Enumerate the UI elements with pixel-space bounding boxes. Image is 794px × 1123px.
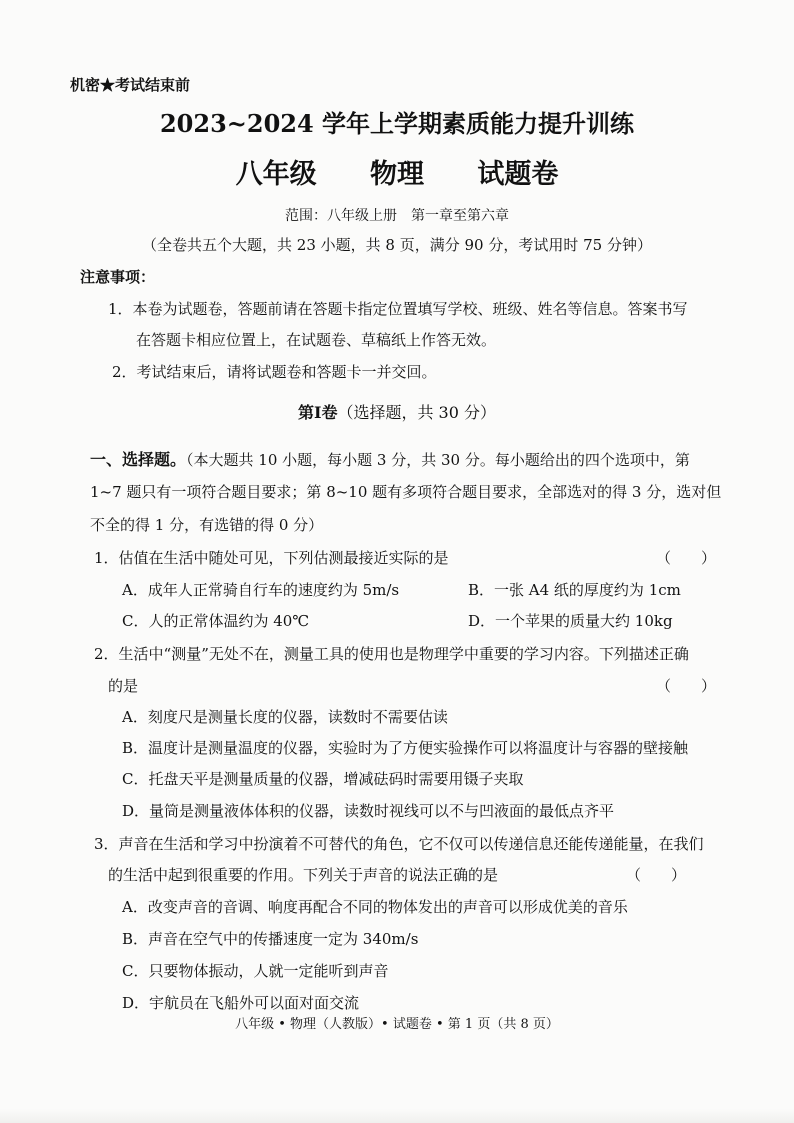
confidential-label: 机密★考试结束前 — [70, 76, 191, 94]
exam-title: 2023~2024 学年上学期素质能力提升训练 — [159, 109, 635, 138]
section-title — [0, 400, 794, 423]
notice-item-2: 2．考试结束后，请将试题卷和答题卡一并交回。 — [112, 363, 437, 381]
notice-item-1-cont: 在答题卡相应位置上，在试题卷、草稿纸上作答无效。 — [136, 331, 497, 349]
scan-edge-shading — [0, 1109, 794, 1123]
q3-stem-2: 的生活中起到很重要的作用。下列关于声音的说法正确的是 — [108, 866, 499, 884]
exam-scope: 范围：八年级上册 第一章至第六章 — [285, 208, 509, 224]
q1-option-d: D．一个苹果的质量大约 10kg — [468, 612, 673, 630]
q3-option-a: A．改变声音的音调、响度再配合不同的物体发出的声音可以形成优美的音乐 — [122, 898, 628, 916]
q2-answer-paren: （ ） — [656, 677, 717, 695]
q1-option-c: C．人的正常体温约为 40℃ — [122, 612, 310, 630]
q2-option-a: A．刻度尺是测量长度的仪器，读数时不需要估读 — [122, 708, 448, 726]
q2-option-b: B．温度计是测量温度的仪器，实验时为了方便实验操作可以将温度计与容器的壁接触 — [122, 739, 689, 757]
exam-info: （全卷共五个大题，共 23 小题，共 8 页，满分 90 分，考试用时 75 分钟） — [142, 236, 652, 254]
q3-option-b: B．声音在空气中的传播速度一定为 340m/s — [122, 930, 419, 948]
notice-heading: 注意事项： — [80, 268, 156, 286]
q3-option-d: D．宇航员在飞船外可以面对面交流 — [122, 994, 360, 1012]
exam-subtitle — [0, 152, 794, 191]
section-label: 第Ⅰ卷 — [297, 403, 338, 422]
part1-desc-3: 不全的得 1 分，有选错的得 0 分） — [90, 516, 324, 534]
q1-stem: 1．估值在生活中随处可见，下列估测最接近实际的是 — [94, 549, 449, 567]
q1-option-b: B．一张 A4 纸的厚度约为 1cm — [468, 581, 681, 599]
q2-stem-2: 的是 — [108, 677, 139, 695]
q2-option-c: C．托盘天平是测量质量的仪器，增减砝码时需要用镊子夹取 — [122, 770, 524, 788]
subtitle-paper: 试题卷 — [477, 159, 559, 190]
section-note: （选择题，共 30 分） — [337, 403, 497, 422]
q3-answer-paren: （ ） — [626, 866, 687, 884]
part1-desc-1: （本大题共 10 小题，每小题 3 分，共 30 分。每小题给出的四个选项中，第 — [186, 451, 690, 469]
subtitle-subject: 物理 — [370, 159, 424, 190]
q1-option-a: A．成年人正常骑自行车的速度约为 5m/s — [122, 581, 400, 599]
q2-option-d: D．量筒是测量液体体积的仪器，读数时视线可以不与凹液面的最低点齐平 — [122, 802, 615, 820]
part1-line-1 — [90, 447, 690, 470]
notice-item-1: 1．本卷为试题卷，答题前请在答题卡指定位置填写学校、班级、姓名等信息。答案书写 — [108, 300, 688, 318]
page-footer: 八年级 • 物理（人教版）• 试题卷 • 第 1 页（共 8 页） — [235, 1017, 559, 1032]
q3-option-c: C．只要物体振动，人就一定能听到声音 — [122, 962, 389, 980]
q1-answer-paren: （ ） — [656, 549, 717, 567]
part1-desc-2: 1~7 题只有一项符合题目要求；第 8~10 题有多项符合题目要求，全部选对的得 3 分，选对但 — [90, 483, 722, 501]
q3-stem-1: 3．声音在生活和学习中扮演着不可替代的角色，它不仅可以传递信息还能传递能量，在我们 — [94, 835, 704, 853]
part1-heading: 一、选择题。 — [90, 450, 187, 469]
subtitle-grade: 八年级 — [235, 159, 317, 190]
q2-stem-1: 2．生活中“测量”无处不在，测量工具的使用也是物理学中重要的学习内容。下列描述正确 — [94, 645, 689, 663]
